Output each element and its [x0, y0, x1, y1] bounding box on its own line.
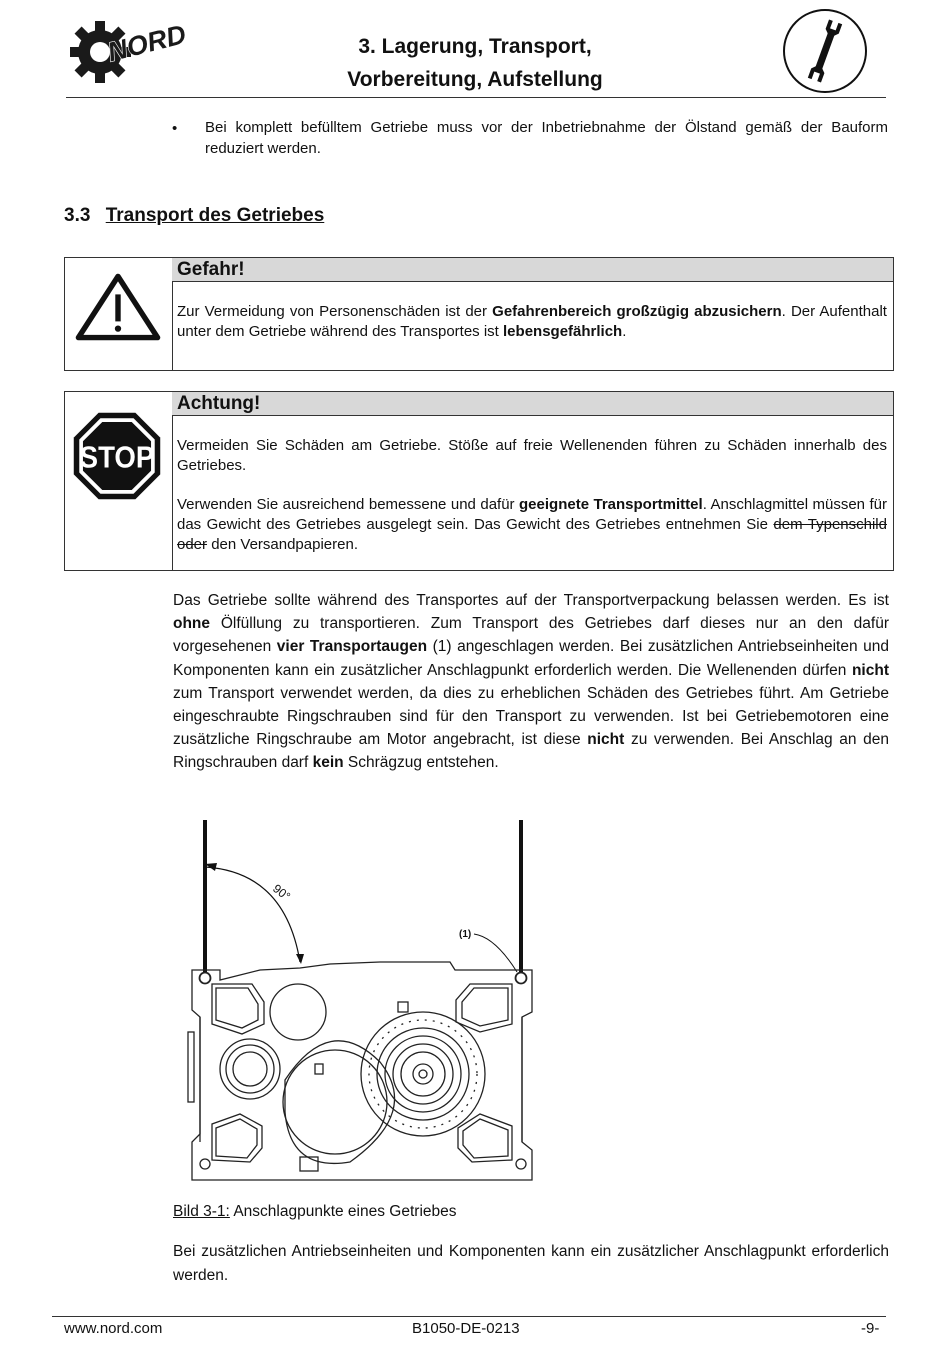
danger-notice-box	[64, 257, 894, 371]
caution-text-part: . Anschlagmittel müssen für das Gewicht des Getriebes ausgelegt sein. Das Gewicht des Getriebes entnehmen Sie	[177, 496, 887, 533]
body-text: Ölfüllung zu transportieren. Zum Transport des Getriebes darf dieses nur an den dafür vorgesehenen	[173, 615, 889, 656]
body-text: zu verwenden. Bei Anschlag an den Ringschrauben darf	[173, 731, 889, 772]
body-text: zum Transport verwendet werden, da dies zu erheblichen Schäden des Getriebes führt. Am Getriebe eingeschraubte Ringschrauben sind für den Transport zu verwenden. Ist bei Getriebemotoren eine zusätzliche Ringschraube am Motor angebracht, ist diese	[173, 684, 889, 749]
danger-icon-cell	[65, 258, 173, 370]
warning-triangle-icon	[73, 270, 163, 344]
figure-caption	[173, 1203, 457, 1221]
transport-instructions	[173, 589, 889, 775]
danger-text-bold: Gefahrenbereich großzügig abzusichern	[492, 303, 782, 320]
section-title: Transport des Getriebes	[105, 205, 325, 226]
body-text-bold: vier Transportaugen	[276, 638, 428, 656]
danger-text-part: .	[622, 323, 627, 340]
section-heading	[64, 205, 324, 227]
body-text: Das Getriebe sollte während des Transportes auf der Transportverpackung belassen werden. Es ist	[173, 592, 889, 609]
stop-sign-icon	[71, 410, 163, 502]
danger-text-part: . Der Aufenthalt unter dem Getriebe während des Transportes ist	[177, 303, 887, 340]
header-title-line1: 3. Lagerung, Transport,	[358, 35, 592, 58]
lifting-eye	[516, 973, 527, 984]
body-text-bold: nicht	[851, 661, 889, 679]
footer-page-number: -9-	[861, 1320, 880, 1337]
closing-paragraph: Bei zusätzlichen Antriebseinheiten und Komponenten kann ein zusätzlicher Anschlagpunkt erforderlich werden.	[173, 1243, 889, 1284]
footer-doc-id: B1050-DE-0213	[412, 1320, 520, 1337]
footer-website[interactable]: www.nord.com	[64, 1320, 163, 1337]
wrench-icon	[780, 6, 870, 96]
page-header-title	[250, 30, 700, 96]
gearbox-housing	[192, 962, 532, 1180]
section-number: 3.3	[64, 205, 91, 226]
caution-text-bold: geeignete Transportmittel	[519, 496, 703, 513]
caution-text-part: den Versandpapieren.	[207, 536, 358, 553]
danger-heading: Gefahr!	[172, 258, 893, 282]
callout-label: (1)	[459, 929, 472, 940]
logo-text: NORD	[104, 19, 189, 68]
stop-sign-label: STOP	[79, 441, 155, 476]
angle-label: 90°	[270, 881, 294, 904]
danger-text-bold: lebensgefährlich	[503, 323, 623, 340]
body-text-bold: kein	[312, 754, 344, 772]
bullet-text: Bei komplett befülltem Getriebe muss vor der Inbetriebnahme der Ölstand gemäß der Bauform reduziert werden.	[205, 119, 888, 157]
lifting-eye	[200, 973, 211, 984]
lifting-eye	[200, 1159, 210, 1169]
header-rule	[66, 97, 886, 98]
caution-heading: Achtung!	[172, 392, 893, 416]
caution-icon-cell	[65, 392, 173, 570]
body-text-bold: ohne	[173, 615, 211, 633]
footer-rule	[52, 1316, 886, 1317]
caution-text-1: Vermeiden Sie Schäden am Getriebe. Stöße auf freie Wellenenden führen zu Schäden innerhalb des Getriebes.	[177, 437, 887, 474]
lifting-eye	[516, 1159, 526, 1169]
angle-arc	[205, 867, 300, 962]
header-title-line2: Vorbereitung, Aufstellung	[347, 68, 603, 91]
caution-text-2	[177, 495, 887, 555]
danger-text	[177, 302, 887, 342]
caution-text-part: Verwenden Sie ausreichend bemessene und dafür	[177, 496, 520, 513]
body-text: Schrägzug entstehen.	[343, 754, 499, 772]
figure-caption-text: Anschlagpunkte eines Getriebes	[229, 1203, 457, 1220]
danger-text-part: Zur Vermeidung von Personenschäden ist der	[177, 303, 493, 320]
body-text-bold: nicht	[587, 731, 625, 749]
caution-text-struck: dem Typenschild oder	[177, 516, 887, 553]
bullet-marker: •	[172, 120, 178, 137]
caution-notice-box	[64, 391, 894, 571]
callout-leader	[474, 934, 517, 972]
figure-ref: Bild 3-1:	[173, 1203, 230, 1220]
nord-logo	[70, 8, 195, 88]
body-text: (1) angeschlagen werden. Bei zusätzlichen Antriebseinheiten und Komponenten kann ein zusätzlicher Anschlagpunkt erforderlich werden. Die Wellenenden dürfen	[173, 638, 889, 679]
gearbox-lifting-figure	[180, 812, 550, 1192]
